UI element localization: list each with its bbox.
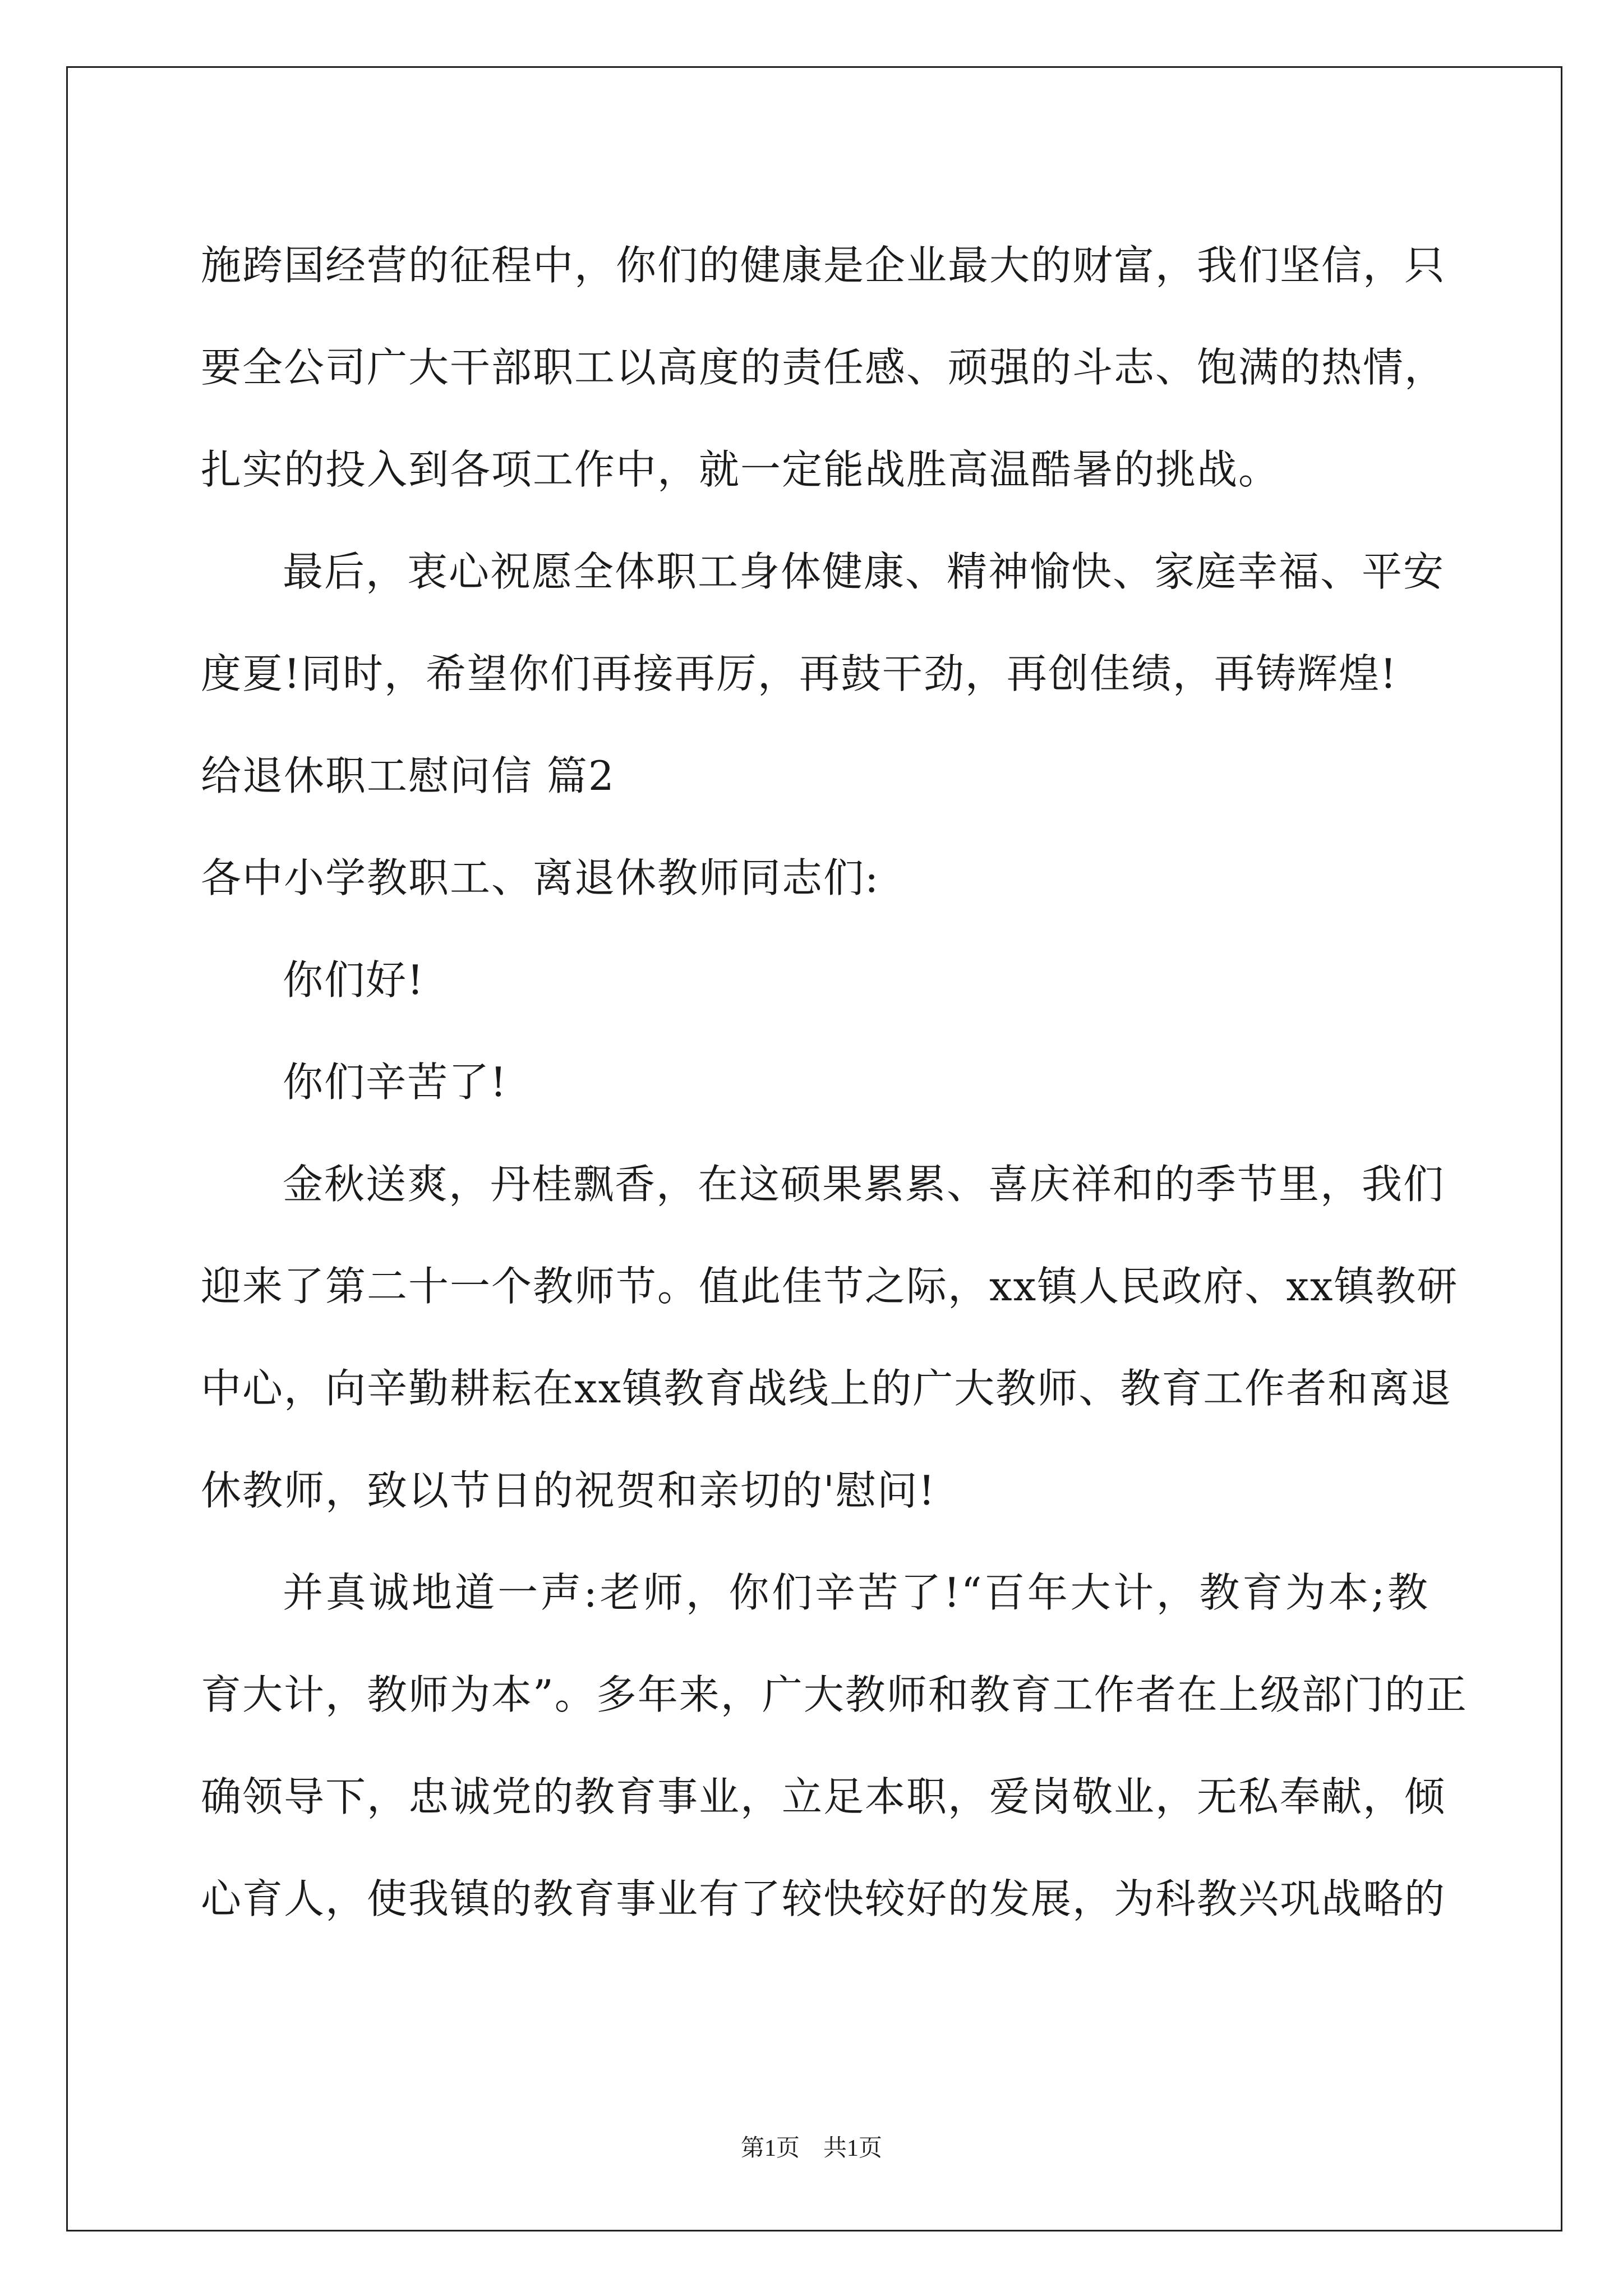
text-line: 心育人，使我镇的教育事业有了较快较好的发展，为科教兴巩战略的 xyxy=(201,1875,1446,1922)
document-body xyxy=(201,214,1468,1950)
page-total: 共1页 xyxy=(823,2136,883,2161)
text-line: 施跨国经营的征程中，你们的健康是企业最大的财富，我们坚信，只 xyxy=(201,242,1446,289)
text-line: 最后，衷心祝愿全体职工身体健康、精神愉快、家庭幸福、平安 xyxy=(283,548,1445,595)
text-line: 你们辛苦了! xyxy=(283,1059,508,1106)
page-number: 第1页 xyxy=(740,2136,800,2161)
text-line: 各中小学教职工、离退休教师同志们: xyxy=(201,854,880,901)
text-line: 休教师，致以节日的祝贺和亲切的'慰问! xyxy=(201,1467,936,1514)
text-line: 要全公司广大干部职工以高度的责任感、顽强的斗志、饱满的热情， xyxy=(201,344,1446,391)
text-line: 度夏!同时，希望你们再接再厉，再鼓干劲，再创佳绩，再铸辉煌! xyxy=(201,650,1398,697)
text-line: 迎来了第二十一个教师节。值此佳节之际，xx镇人民政府、xx镇教研 xyxy=(201,1263,1459,1310)
text-line: 金秋送爽，丹桂飘香，在这硕果累累、喜庆祥和的季节里，我们 xyxy=(283,1161,1445,1208)
page-footer xyxy=(0,2132,1623,2165)
text-line: 并真诚地道一声:老师，你们辛苦了!“百年大计，教育为本;教 xyxy=(283,1569,1429,1616)
text-line: 给退休职工慰问信 篇2 xyxy=(201,752,615,799)
text-line: 育大计，教师为本”。多年来，广大教师和教育工作者在上级部门的正 xyxy=(201,1671,1468,1718)
text-line: 中心，向辛勤耕耘在xx镇教育战线上的广大教师、教育工作者和离退 xyxy=(201,1365,1453,1412)
text-line: 扎实的投入到各项工作中，就一定能战胜高温酷暑的挑战。 xyxy=(201,446,1280,493)
text-line: 你们好! xyxy=(283,956,425,1004)
text-line: 确领导下，忠诚党的教育事业，立足本职，爱岗敬业，无私奉献，倾 xyxy=(201,1773,1446,1820)
